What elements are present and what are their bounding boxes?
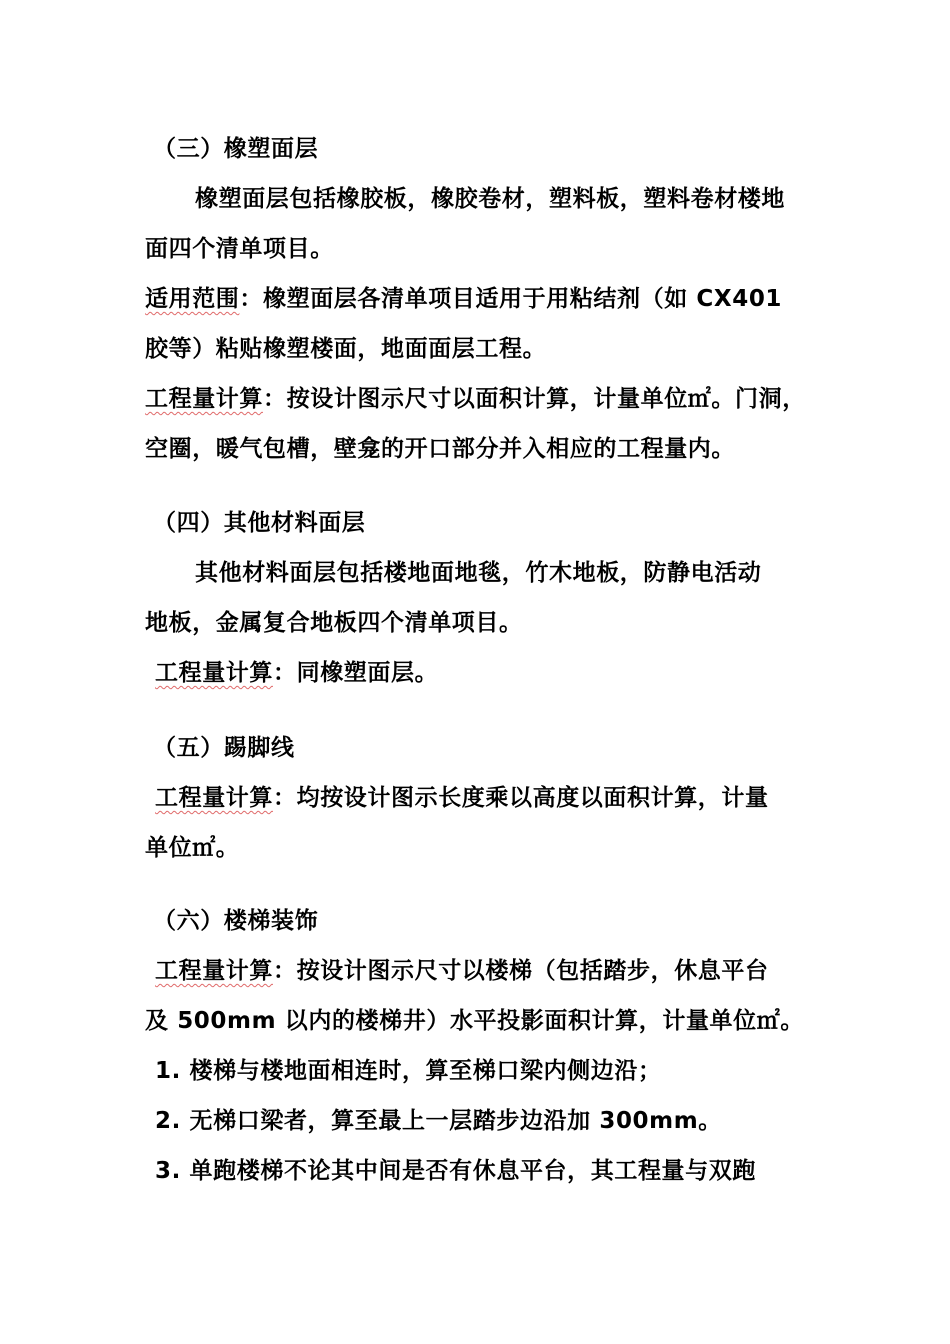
paragraph-line: 单位㎡。 [145,835,240,861]
calc-text: ：均按设计图示长度乘以高度以面积计算，计量 [273,785,769,811]
scope-label: 适用范围 [145,286,240,312]
list-item: 1. 楼梯与楼地面相连时，算至梯口梁内侧边沿； [155,1058,662,1084]
calc-label: 工程量计算 [155,785,273,811]
paragraph-line: 空圈，暖气包槽，壁龛的开口部分并入相应的工程量内。 [145,436,735,462]
calc-label: 工程量计算 [155,660,273,686]
paragraph-line: 橡塑面层包括橡胶板，橡胶卷材，塑料板，塑料卷材楼地 [195,186,785,212]
paragraph-line: 面四个清单项目。 [145,236,334,262]
paragraph-line [155,783,825,813]
paragraph-line: 及 500mm 以内的楼梯井）水平投影面积计算，计量单位㎡。 [145,1008,804,1034]
list-item: 2. 无梯口梁者，算至最上一层踏步边沿加 300mm。 [155,1108,722,1134]
section-heading: （六）楼梯装饰 [153,908,319,934]
calc-text: ：同橡塑面层。 [273,660,439,686]
paragraph-line [145,284,815,314]
section-heading: （四）其他材料面层 [153,510,366,536]
calc-text: ：按设计图示尺寸以楼梯（包括踏步，休息平台 [273,958,769,984]
paragraph-line: 其他材料面层包括楼地面地毯，竹木地板，防静电活动 [195,560,762,586]
section-heading: （五）踢脚线 [153,735,295,761]
section-heading: （三）橡塑面层 [153,136,319,162]
scope-text: ：橡塑面层各清单项目适用于用粘结剂（如 CX401 [239,286,783,312]
calc-label: 工程量计算 [155,958,273,984]
paragraph-line [155,956,825,986]
paragraph-line [155,658,825,688]
paragraph-line [145,384,815,414]
paragraph-line: 胶等）粘贴橡塑楼面，地面面层工程。 [145,336,547,362]
list-item: 3. 单跑楼梯不论其中间是否有休息平台，其工程量与双跑 [155,1158,756,1184]
calc-label: 工程量计算 [145,386,263,412]
paragraph-line: 地板，金属复合地板四个清单项目。 [145,610,523,636]
calc-text: ：按设计图示尺寸以面积计算，计量单位㎡。门洞， [263,386,806,412]
